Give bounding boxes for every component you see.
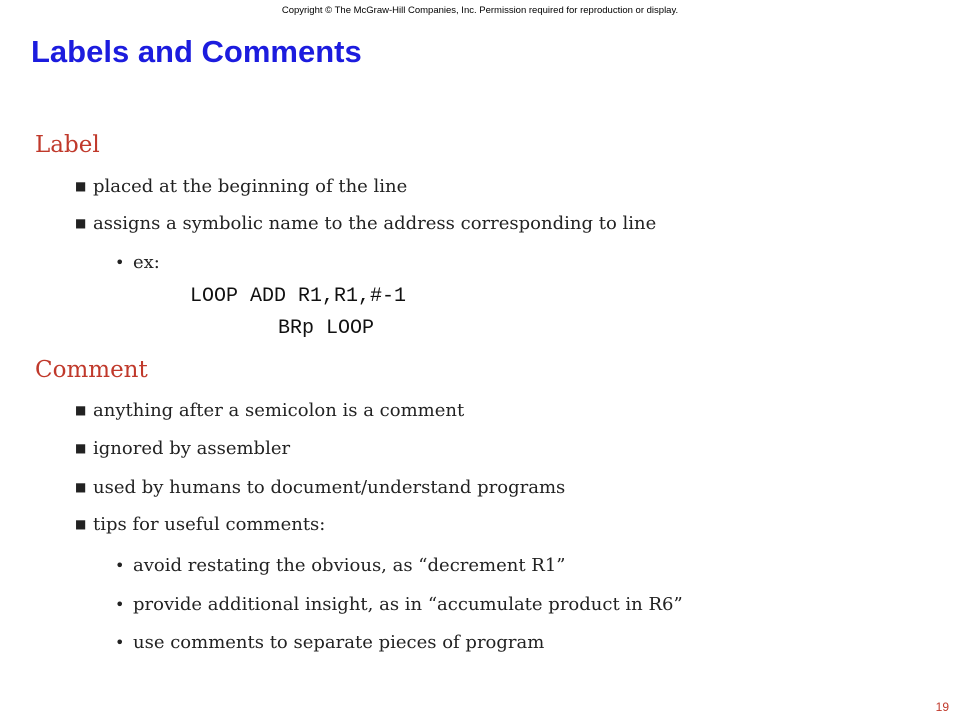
- label-bullet: [75, 176, 407, 197]
- square-bullet-icon: ■: [75, 216, 87, 230]
- square-bullet-icon: ■: [75, 480, 87, 494]
- tip-item: [115, 594, 683, 615]
- code-line-2: BRp LOOP: [278, 317, 375, 340]
- comment-bullet: [75, 477, 565, 498]
- example-item: [115, 252, 160, 273]
- bullet-text: ignored by assembler: [93, 438, 291, 459]
- square-bullet-icon: ■: [75, 179, 87, 193]
- tip-item: [115, 632, 544, 653]
- code-line-1: LOOP ADD R1,R1,#-1: [190, 285, 407, 308]
- comment-bullet: [75, 438, 290, 459]
- tip-item: [115, 555, 566, 576]
- square-bullet-icon: ■: [75, 441, 87, 455]
- tip-text: use comments to separate pieces of program: [133, 632, 545, 653]
- slide-title: Labels and Comments: [31, 34, 362, 69]
- bullet-text: placed at the beginning of the line: [93, 176, 408, 197]
- comment-heading: Comment: [35, 357, 148, 383]
- bullet-text: used by humans to document/understand programs: [93, 477, 566, 498]
- slide-number: 19: [935, 700, 949, 714]
- example-prefix: ex:: [133, 252, 160, 273]
- bullet-text: assigns a symbolic name to the address corresponding to line: [93, 213, 657, 234]
- dot-bullet-icon: •: [115, 633, 125, 652]
- tip-text: provide additional insight, as in “accumulate product in R6”: [133, 594, 683, 615]
- dot-bullet-icon: •: [115, 253, 125, 272]
- label-heading: Label: [35, 132, 100, 158]
- dot-bullet-icon: •: [115, 595, 125, 614]
- comment-bullet: [75, 400, 464, 421]
- square-bullet-icon: ■: [75, 517, 87, 531]
- tip-text: avoid restating the obvious, as “decrement R1”: [133, 555, 566, 576]
- bullet-text: anything after a semicolon is a comment: [93, 400, 465, 421]
- square-bullet-icon: ■: [75, 403, 87, 417]
- copyright-notice: Copyright © The McGraw-Hill Companies, Inc. Permission required for reproduction or display.: [281, 5, 679, 16]
- bullet-text: tips for useful comments:: [93, 514, 326, 535]
- dot-bullet-icon: •: [115, 556, 125, 575]
- label-bullet: [75, 213, 656, 234]
- comment-bullet: [75, 514, 325, 535]
